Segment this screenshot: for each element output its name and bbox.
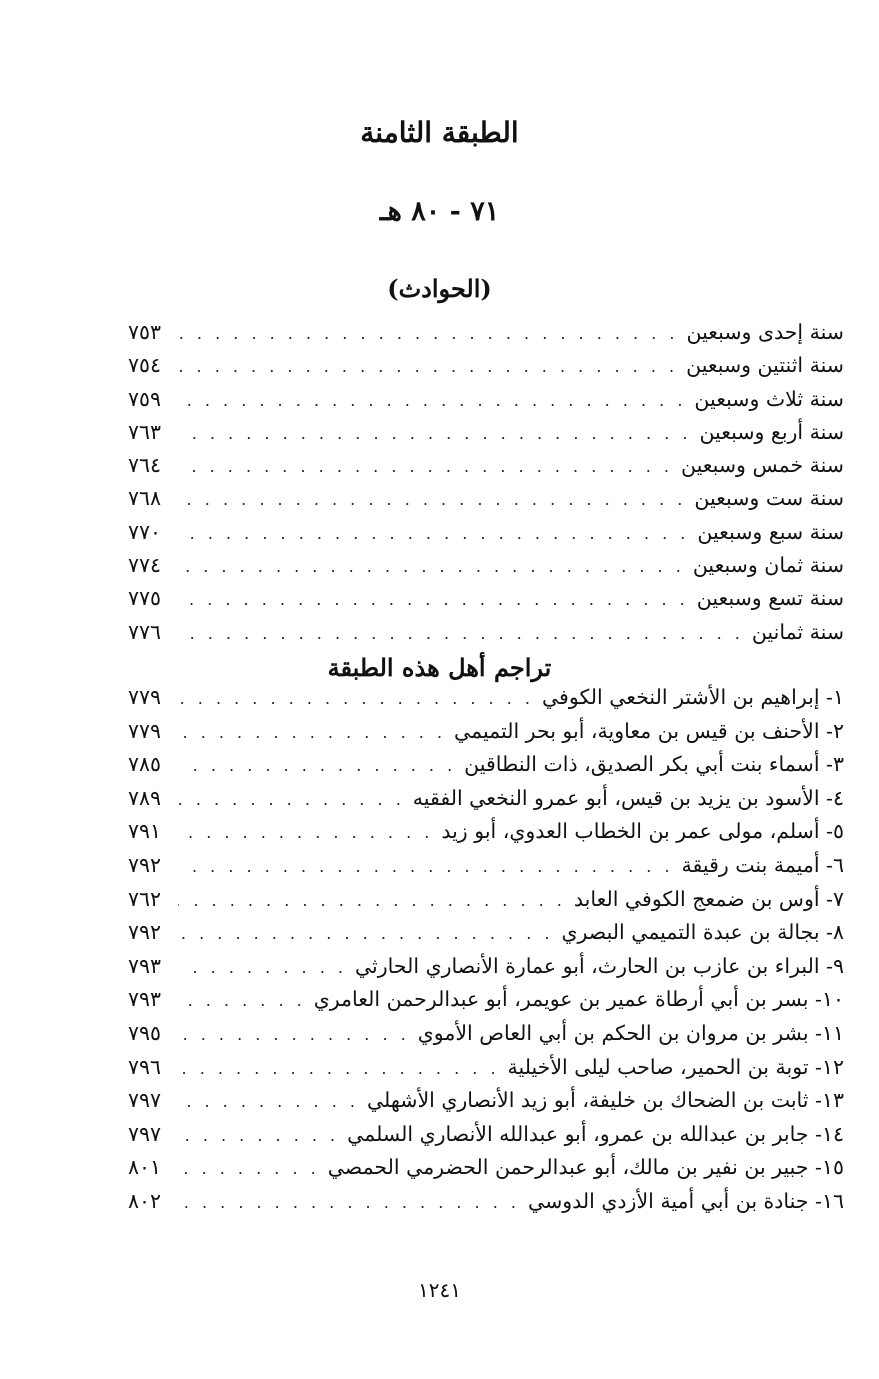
event-entry-label: سنة أربع وسبعين xyxy=(699,419,844,444)
event-entry-label: سنة خمس وسبعين xyxy=(681,453,844,478)
biography-entry-page-number: ٧٩٢ xyxy=(128,920,162,945)
event-entry-label: سنة تسع وسبعين xyxy=(696,586,844,611)
biography-entry-label: ١- إبراهيم بن الأشتر النخعي الكوفي xyxy=(541,685,844,709)
biography-entry-label: ٨- بجالة بن عبدة التميمي البصري xyxy=(561,920,844,945)
biography-entry-page-number: ٧٩٣ xyxy=(128,987,162,1012)
event-entry-label: سنة ثمانين xyxy=(751,619,844,644)
biography-entry[interactable] xyxy=(128,1151,844,1185)
biography-entry[interactable] xyxy=(128,1084,844,1118)
event-entry-page-number: ٧٥٤ xyxy=(128,353,162,378)
event-entry-label: سنة اثنتين وسبعين xyxy=(686,353,844,378)
biography-entry-page-number: ٧٩١ xyxy=(128,819,162,844)
dot-leader xyxy=(178,384,686,417)
event-entry[interactable] xyxy=(128,416,844,449)
event-entry[interactable] xyxy=(128,316,844,349)
dot-leader xyxy=(178,1018,410,1052)
biography-entry-page-number: ٧٧٩ xyxy=(128,685,162,709)
biographies-list xyxy=(128,681,844,1219)
dot-leader xyxy=(178,1119,339,1153)
biography-entry[interactable] xyxy=(128,715,844,749)
section-title: الطبقة الثامنة xyxy=(360,116,519,149)
biography-entry-page-number: ٧٦٢ xyxy=(128,886,162,911)
biography-entry-label: ٩- البراء بن عازب بن الحارث، أبو عمارة الأنصاري الحارثي xyxy=(354,953,844,978)
event-entry-page-number: ٧٧٤ xyxy=(128,553,162,578)
biography-entry[interactable] xyxy=(128,1051,844,1085)
biography-entry-label: ٥- أسلم، مولى عمر بن الخطاب العدوي، أبو زيد xyxy=(441,819,844,844)
event-entry[interactable] xyxy=(128,449,844,482)
biography-entry-page-number: ٨٠٢ xyxy=(128,1188,162,1213)
dot-leader xyxy=(178,850,674,884)
event-entry-label: سنة ست وسبعين xyxy=(694,486,844,511)
biography-entry-label: ٣- أسماء بنت أبي بكر الصديق، ذات النطاقين xyxy=(464,752,844,777)
dot-leader xyxy=(178,984,306,1018)
year-range: ٧١ - ٨٠ هـ xyxy=(379,196,500,227)
biography-entry[interactable] xyxy=(128,950,844,984)
event-entry-page-number: ٧٧٦ xyxy=(128,619,162,644)
dot-leader xyxy=(178,783,405,817)
event-entry-label: سنة ثمان وسبعين xyxy=(692,553,844,578)
biography-entry-page-number: ٧٩٢ xyxy=(128,852,162,877)
biography-entry-label: ١٠- بسر بن أبي أرطاة عمير بن عويمر، أبو عبدالرحمن العامري xyxy=(313,987,844,1012)
dot-leader xyxy=(178,517,689,550)
event-entry-label: سنة سبع وسبعين xyxy=(697,519,844,544)
biography-entry[interactable] xyxy=(128,748,844,782)
biography-entry-label: ١٣- ثابت بن الضحاك بن خليفة، أبو زيد الأنصاري الأشهلي xyxy=(366,1088,844,1113)
dot-leader xyxy=(178,749,456,783)
event-entry[interactable] xyxy=(128,482,844,515)
dot-leader xyxy=(178,682,534,716)
biography-entry[interactable] xyxy=(128,1017,844,1051)
biography-entry-label: ٢- الأحنف بن قيس بن معاوية، أبو بحر التميمي xyxy=(454,718,844,743)
dot-leader xyxy=(178,317,678,350)
biography-entry-label: ١٢- توبة بن الحمير، صاحب ليلى الأخيلية xyxy=(507,1054,844,1079)
page-number: ١٢٤١ xyxy=(418,1278,461,1302)
biography-entry[interactable] xyxy=(128,983,844,1017)
biographies-heading: تراجم أهل هذه الطبقة xyxy=(327,653,552,682)
dot-leader xyxy=(178,1085,359,1119)
biography-entry[interactable] xyxy=(128,883,844,917)
biography-entry-label: ١١- بشر بن مروان بن الحكم بن أبي العاص الأموي xyxy=(417,1020,844,1045)
biography-entry-page-number: ٧٩٦ xyxy=(128,1054,162,1079)
biography-entry-label: ١٥- جبير بن نفير بن مالك، أبو عبدالرحمن الحضرمي الحمصي xyxy=(327,1155,844,1180)
dot-leader xyxy=(178,483,686,516)
biography-entry-page-number: ٧٩٣ xyxy=(128,953,162,978)
event-entry[interactable] xyxy=(128,383,844,416)
event-entry-page-number: ٧٧٠ xyxy=(128,519,162,544)
dot-leader xyxy=(178,951,347,985)
event-entry-page-number: ٧٥٣ xyxy=(128,320,162,344)
biography-entry-page-number: ٧٨٥ xyxy=(128,752,162,777)
dot-leader xyxy=(178,550,685,583)
biography-entry[interactable] xyxy=(128,782,844,816)
biography-entry-label: ١٦- جنادة بن أبي أمية الأزدي الدوسي xyxy=(527,1188,844,1213)
event-entry[interactable] xyxy=(128,616,844,649)
biography-entry[interactable] xyxy=(128,1118,844,1152)
dot-leader xyxy=(178,716,446,750)
event-entry-page-number: ٧٦٨ xyxy=(128,486,162,511)
biography-entry-page-number: ٨٠١ xyxy=(128,1155,162,1180)
event-entry-label: سنة ثلاث وسبعين xyxy=(694,386,844,411)
biography-entry-page-number: ٧٩٧ xyxy=(128,1088,162,1113)
dot-leader xyxy=(178,583,689,616)
event-entry-page-number: ٧٧٥ xyxy=(128,586,162,611)
biography-entry[interactable] xyxy=(128,849,844,883)
biography-entry-page-number: ٧٩٥ xyxy=(128,1020,162,1045)
biography-entry-label: ٧- أوس بن ضمعج الكوفي العابد xyxy=(573,886,844,911)
biography-entry-label: ٦- أميمة بنت رقيقة xyxy=(681,852,844,877)
dot-leader xyxy=(178,417,691,450)
event-entry-page-number: ٧٦٣ xyxy=(128,419,162,444)
biography-entry-page-number: ٧٨٩ xyxy=(128,785,162,810)
event-entry-page-number: ٧٦٤ xyxy=(128,453,162,478)
dot-leader xyxy=(178,816,433,850)
event-entry[interactable] xyxy=(128,582,844,615)
dot-leader xyxy=(178,1052,500,1086)
dot-leader xyxy=(178,450,673,483)
dot-leader xyxy=(178,350,678,383)
event-entry[interactable] xyxy=(128,349,844,382)
dot-leader xyxy=(178,617,744,650)
dot-leader xyxy=(178,1186,520,1220)
biography-entry[interactable] xyxy=(128,815,844,849)
biography-entry[interactable] xyxy=(128,1185,844,1219)
dot-leader xyxy=(178,1152,320,1186)
biography-entry[interactable] xyxy=(128,681,844,715)
event-entry[interactable] xyxy=(128,549,844,582)
biography-entry-label: ٤- الأسود بن يزيد بن قيس، أبو عمرو النخعي الفقيه xyxy=(412,785,844,810)
biography-entry-label: ١٤- جابر بن عبدالله بن عمرو، أبو عبدالله الأنصاري السلمي xyxy=(347,1121,844,1146)
dot-leader xyxy=(178,917,553,951)
event-entry-label: سنة إحدى وسبعين xyxy=(686,320,844,344)
event-entry-page-number: ٧٥٩ xyxy=(128,386,162,411)
events-heading: (الحوادث) xyxy=(387,274,492,303)
biography-entry-page-number: ٧٩٧ xyxy=(128,1121,162,1146)
dot-leader xyxy=(178,884,566,918)
biography-entry[interactable] xyxy=(128,916,844,950)
events-list xyxy=(128,316,844,649)
event-entry[interactable] xyxy=(128,516,844,549)
biography-entry-page-number: ٧٧٩ xyxy=(128,718,162,743)
